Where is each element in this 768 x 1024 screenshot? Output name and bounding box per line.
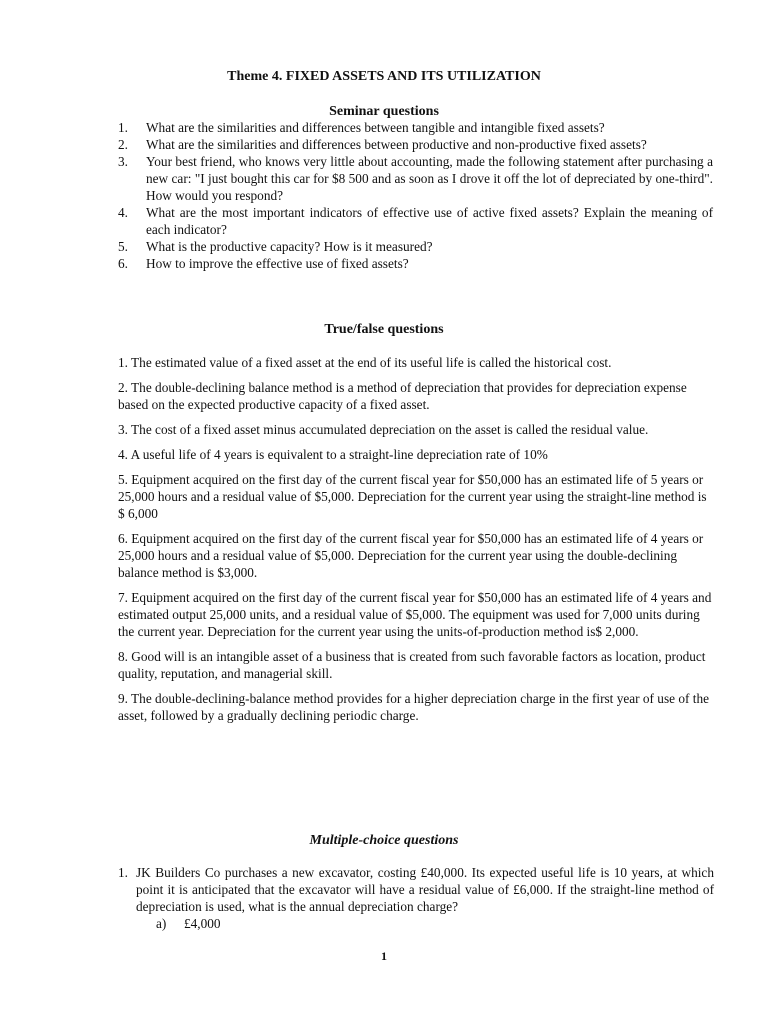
- question-number: 6.: [118, 256, 128, 271]
- question-text: What is the productive capacity? How is it measured?: [146, 239, 433, 254]
- true-false-question: 5. Equipment acquired on the first day of the current fiscal year for $50,000 has an estimated life of 5 years or 25,000 hours and a residual value of $5,000. Depreciation for the current year using the straight-line method is $ 6,000: [118, 472, 707, 521]
- true-false-question: 7. Equipment acquired on the first day of the current fiscal year for $50,000 has an estimated life of 4 years and estimated output 25,000 units, and a residual value of $5,000. The equipment was used for 7,000 units during the current year. Depreciation for the current year using the units-of-production method is$ 2,000.: [118, 590, 712, 639]
- page-title: Theme 4. FIXED ASSETS AND ITS UTILIZATION: [227, 69, 541, 84]
- question-text: JK Builders Co purchases a new excavator, costing £40,000. Its expected useful life is 10 years, at which point it is anticipated that the excavator will have a residual value of £6,000. If the straight-line method of depreciation is used, what is the annual depreciation charge?: [136, 865, 714, 914]
- seminar-question-list: [118, 119, 713, 272]
- seminar-question: [118, 153, 713, 204]
- seminar-question: [118, 136, 713, 153]
- question-number: 2.: [118, 137, 128, 152]
- true-false-question: 8. Good will is an intangible asset of a business that is created from such favorable factors as location, product quality, reputation, and managerial skill.: [118, 649, 706, 681]
- seminar-heading: Seminar questions: [329, 104, 439, 119]
- true-false-question: 4. A useful life of 4 years is equivalent to a straight-line depreciation rate of 10%: [118, 447, 548, 462]
- multiple-choice-list: [118, 864, 714, 932]
- question-text: What are the similarities and differences between productive and non-productive fixed assets?: [146, 137, 647, 152]
- true-false-heading: True/false questions: [324, 322, 444, 337]
- true-false-question: 3. The cost of a fixed asset minus accumulated depreciation on the asset is called the residual value.: [118, 422, 649, 437]
- true-false-question: 6. Equipment acquired on the first day of the current fiscal year for $50,000 has an estimated life of 4 years or 25,000 hours and a residual value of $5,000. Depreciation for the current year using the double-declining balance method is $3,000.: [118, 531, 704, 580]
- multiple-choice-question: [118, 864, 714, 915]
- true-false-question: 1. The estimated value of a fixed asset at the end of its useful life is called the historical cost.: [118, 355, 612, 370]
- seminar-question: [118, 119, 713, 136]
- question-number: 1.: [118, 865, 128, 880]
- multiple-choice-heading: Multiple-choice questions: [309, 833, 459, 848]
- true-false-list: [118, 354, 714, 732]
- option-text: £4,000: [184, 916, 221, 931]
- question-number: 4.: [118, 205, 128, 220]
- question-text: What are the most important indicators of effective use of active fixed assets? Explain the meaning of each indicator?: [146, 205, 713, 237]
- true-false-question: 9. The double-declining-balance method provides for a higher depreciation charge in the first year of use of the asset, followed by a gradually declining periodic charge.: [118, 691, 710, 723]
- question-text: Your best friend, who knows very little about accounting, made the following statement after purchasing a new car: "I just bought this car for $8 500 and as soon as I drove it off the lot of depreciated by one-third". How would you respond?: [146, 154, 713, 203]
- question-number: 3.: [118, 154, 128, 169]
- question-text: What are the similarities and differences between tangible and intangible fixed assets?: [146, 120, 605, 135]
- answer-option: [156, 915, 714, 932]
- true-false-question: 2. The double-declining balance method is a method of depreciation that provides for depreciation expense based on the expected productive capacity of a fixed asset.: [118, 380, 687, 412]
- question-number: 1.: [118, 120, 128, 135]
- page-number: 1: [381, 949, 387, 963]
- seminar-question: [118, 204, 713, 238]
- seminar-question: [118, 238, 713, 255]
- question-number: 5.: [118, 239, 128, 254]
- option-label: a): [156, 916, 167, 931]
- question-text: How to improve the effective use of fixed assets?: [146, 256, 409, 271]
- seminar-question: [118, 255, 713, 272]
